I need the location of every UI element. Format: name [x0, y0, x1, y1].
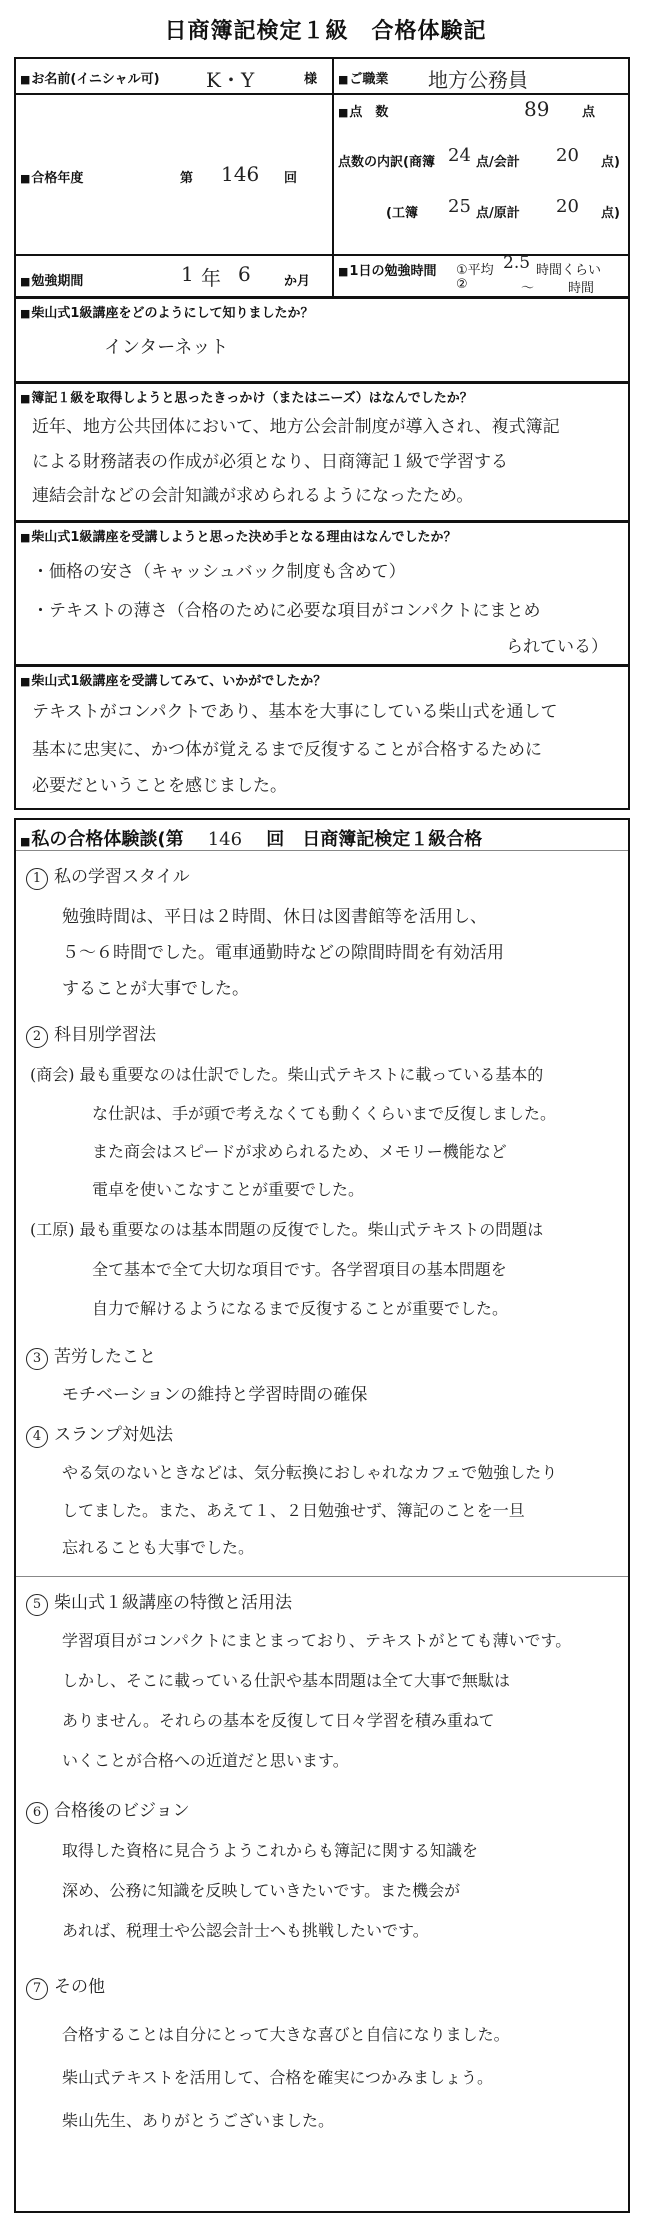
- question-box-1: [14, 297, 630, 383]
- question-1: ■ 柴山式1級講座をどのようにして知りましたか？: [20, 302, 313, 321]
- section-5-line-2: しかし、そこに載っている仕訳や基本問題は全て大事で無駄は: [62, 1671, 511, 1690]
- section-5-line-4: いくことが合格への近道だと思います。: [62, 1751, 349, 1770]
- experience-heading: [20, 825, 482, 851]
- section-5-title: 5 柴山式１級講座の特徴と活用法: [26, 1588, 292, 1616]
- breakdown-genka-label: 点/原計: [476, 206, 520, 221]
- breakdown-kaikei-label: 点/会計: [476, 155, 520, 170]
- section-2-line-1: (商会) 最も重要なのは仕訳でした。柴山式テキストに載っている基本的: [30, 1065, 544, 1084]
- section-5-line-3: ありません。それらの基本を反復して日々学習を積み重ねて: [62, 1711, 495, 1730]
- year-value: 146: [221, 162, 260, 186]
- study-years: 1: [181, 262, 194, 286]
- name-label: ■ お名前(イニシャル可): [20, 68, 160, 87]
- section-2-line-6: 全て基本で全て大切な項目です。各学習項目の基本問題を: [92, 1260, 507, 1279]
- breakdown-genka: 20: [556, 196, 579, 217]
- section-7-line-1: 合格することは自分にとって大きな喜びと自信になりました。: [62, 2025, 510, 2044]
- section-6-line-3: あれば、税理士や公認会計士へも挑戦したいです。: [62, 1921, 429, 1940]
- question-box-3: [14, 521, 630, 666]
- daily-avg-label: ①平均: [456, 263, 494, 278]
- score-unit: 点: [582, 105, 596, 120]
- study-month-unit: か月: [284, 274, 311, 289]
- section-2-line-2: な仕訳は、手が頭で考えなくても動くくらいまで反復しました。: [92, 1104, 557, 1123]
- section-1-title: 1 私の学習スタイル: [26, 862, 190, 890]
- experience-heading-prefix: 私の合格体験談(第: [31, 829, 184, 850]
- daily-avg: 2.5: [503, 253, 531, 273]
- study-period-label: ■ 勉強期間: [20, 270, 83, 289]
- section-1-line-1: 勉強時間は、平日は２時間、休日は図書館等を活用し、: [62, 907, 487, 927]
- breakdown-kogyo-label: (工簿: [386, 206, 418, 221]
- section-1-title-text: 私の学習スタイル: [54, 867, 190, 887]
- section-4-title-text: スランプ対処法: [54, 1425, 173, 1445]
- answer-3-line-1: ・価格の安さ（キャッシュバック制度も含めて）: [32, 562, 406, 582]
- section-2-line-5: (工原) 最も重要なのは基本問題の反復でした。柴山式テキストの問題は: [30, 1220, 544, 1239]
- section-3-title-text: 苦労したこと: [54, 1347, 156, 1367]
- answer-4-line-1: テキストがコンパクトであり、基本を大事にしている柴山式を通して: [32, 702, 558, 722]
- section-7-title-text: その他: [54, 1977, 105, 1997]
- daily-range-sep: 〜: [521, 281, 535, 296]
- breakdown-kogyo: 25: [448, 196, 471, 217]
- section-6-line-1: 取得した資格に見合うようこれからも簿記に関する知識を: [62, 1841, 479, 1860]
- answer-2-line-1: 近年、地方公共団体において、地方公会計制度が導入され、複式簿記: [32, 417, 560, 437]
- answer-2-line-3: 連結会計などの会計知識が求められるようになったため。: [32, 486, 474, 506]
- section-7-line-2: 柴山式テキストを活用して、合格を確実につかみましょう。: [62, 2068, 494, 2087]
- page-title: 日商簿記検定１級 合格体験記: [164, 19, 487, 44]
- daily-label: ■ 1日の勉強時間: [338, 260, 436, 279]
- section-2-title-text: 科目別学習法: [54, 1025, 156, 1045]
- year-prefix: 第: [180, 171, 194, 186]
- study-year-unit: 年: [201, 266, 221, 290]
- section-5-title-text: 柴山式１級講座の特徴と活用法: [54, 1593, 292, 1613]
- daily-unit: 時間くらい: [536, 263, 602, 278]
- section-6-title-text: 合格後のビジョン: [54, 1801, 190, 1821]
- year-suffix: 回: [284, 171, 298, 186]
- experience-box: [14, 818, 630, 2213]
- section-4-title: 4 スランプ対処法: [26, 1420, 173, 1448]
- profile-table: [14, 57, 630, 298]
- section-4-line-1: やる気のないときなどは、気分転換におしゃれなカフェで勉強したり: [62, 1463, 558, 1482]
- study-months: 6: [238, 262, 251, 286]
- section-7-line-3: 柴山先生、ありがとうございました。: [62, 2111, 335, 2130]
- name-suffix: 様: [304, 72, 318, 87]
- score-value: 89: [524, 97, 550, 121]
- experience-heading-suffix: 回 日商簿記検定１級合格: [266, 829, 483, 850]
- section-2-line-7: 自力で解けるようになるまで反復することが重要でした。: [92, 1299, 509, 1318]
- answer-4-line-3: 必要だということを感じました。: [32, 776, 287, 796]
- daily-range-unit: 時間: [568, 281, 595, 296]
- section-2-line-4: 電卓を使いこなすことが重要でした。: [92, 1180, 365, 1199]
- name-value: K・Y: [206, 68, 255, 92]
- question-2: ■ 簿記１級を取得しようと思ったきっかけ（またはニーズ）はなんでしたか？: [20, 387, 473, 406]
- question-box-4: [14, 665, 630, 810]
- breakdown-unit: 点): [601, 155, 620, 170]
- year-label: ■ 合格年度: [20, 167, 83, 186]
- answer-2-line-2: による財務諸表の作成が必須となり、日商簿記１級で学習する: [32, 452, 508, 472]
- job-value: 地方公務員: [428, 68, 528, 92]
- section-4-line-3: 忘れることも大事でした。: [62, 1538, 255, 1557]
- answer-3-line-2: ・テキストの薄さ（合格のために必要な項目がコンパクトにまとめ: [32, 601, 541, 621]
- job-label: ■ ご職業: [338, 68, 388, 87]
- daily-range-label: ②: [456, 277, 468, 292]
- question-4: ■ 柴山式1級講座を受講してみて、いかがでしたか？: [20, 670, 326, 689]
- breakdown-label: 点数の内訳(商簿: [338, 155, 435, 170]
- section-1-line-3: することが大事でした。: [62, 979, 249, 999]
- breakdown-unit-2: 点): [601, 206, 620, 221]
- section-1-line-2: ５〜６時間でした。電車通勤時などの隙間時間を有効活用: [62, 943, 504, 963]
- section-6-line-2: 深め、公務に知識を反映していきたいです。また機会が: [62, 1881, 461, 1900]
- section-3-line-1: モチベーションの維持と学習時間の確保: [62, 1385, 368, 1405]
- breakdown-shobo: 24: [448, 145, 471, 166]
- answer-1: インターネット: [104, 337, 229, 358]
- section-2-title: 2 科目別学習法: [26, 1020, 156, 1048]
- answer-3-line-3: られている）: [506, 637, 608, 657]
- question-3: ■ 柴山式1級講座を受講しようと思った決め手となる理由はなんでしたか？: [20, 526, 456, 545]
- section-6-title: 6 合格後のビジョン: [26, 1796, 190, 1824]
- score-label: ■ 点 数: [338, 101, 388, 120]
- section-7-title: 7 その他: [26, 1972, 105, 2000]
- breakdown-kaikei: 20: [556, 145, 579, 166]
- answer-4-line-2: 基本に忠実に、かつ体が覚えるまで反復することが合格するために: [32, 740, 542, 760]
- experience-heading-num: 146: [207, 829, 243, 850]
- section-2-line-3: また商会はスピードが求められるため、メモリー機能など: [92, 1142, 507, 1161]
- section-5-line-1: 学習項目がコンパクトにまとまっており、テキストがとても薄いです。: [62, 1631, 572, 1650]
- section-4-line-2: してました。また、あえて１、２日勉強せず、簿記のことを一旦: [62, 1501, 525, 1520]
- question-box-2: [14, 382, 630, 522]
- section-3-title: 3 苦労したこと: [26, 1342, 156, 1370]
